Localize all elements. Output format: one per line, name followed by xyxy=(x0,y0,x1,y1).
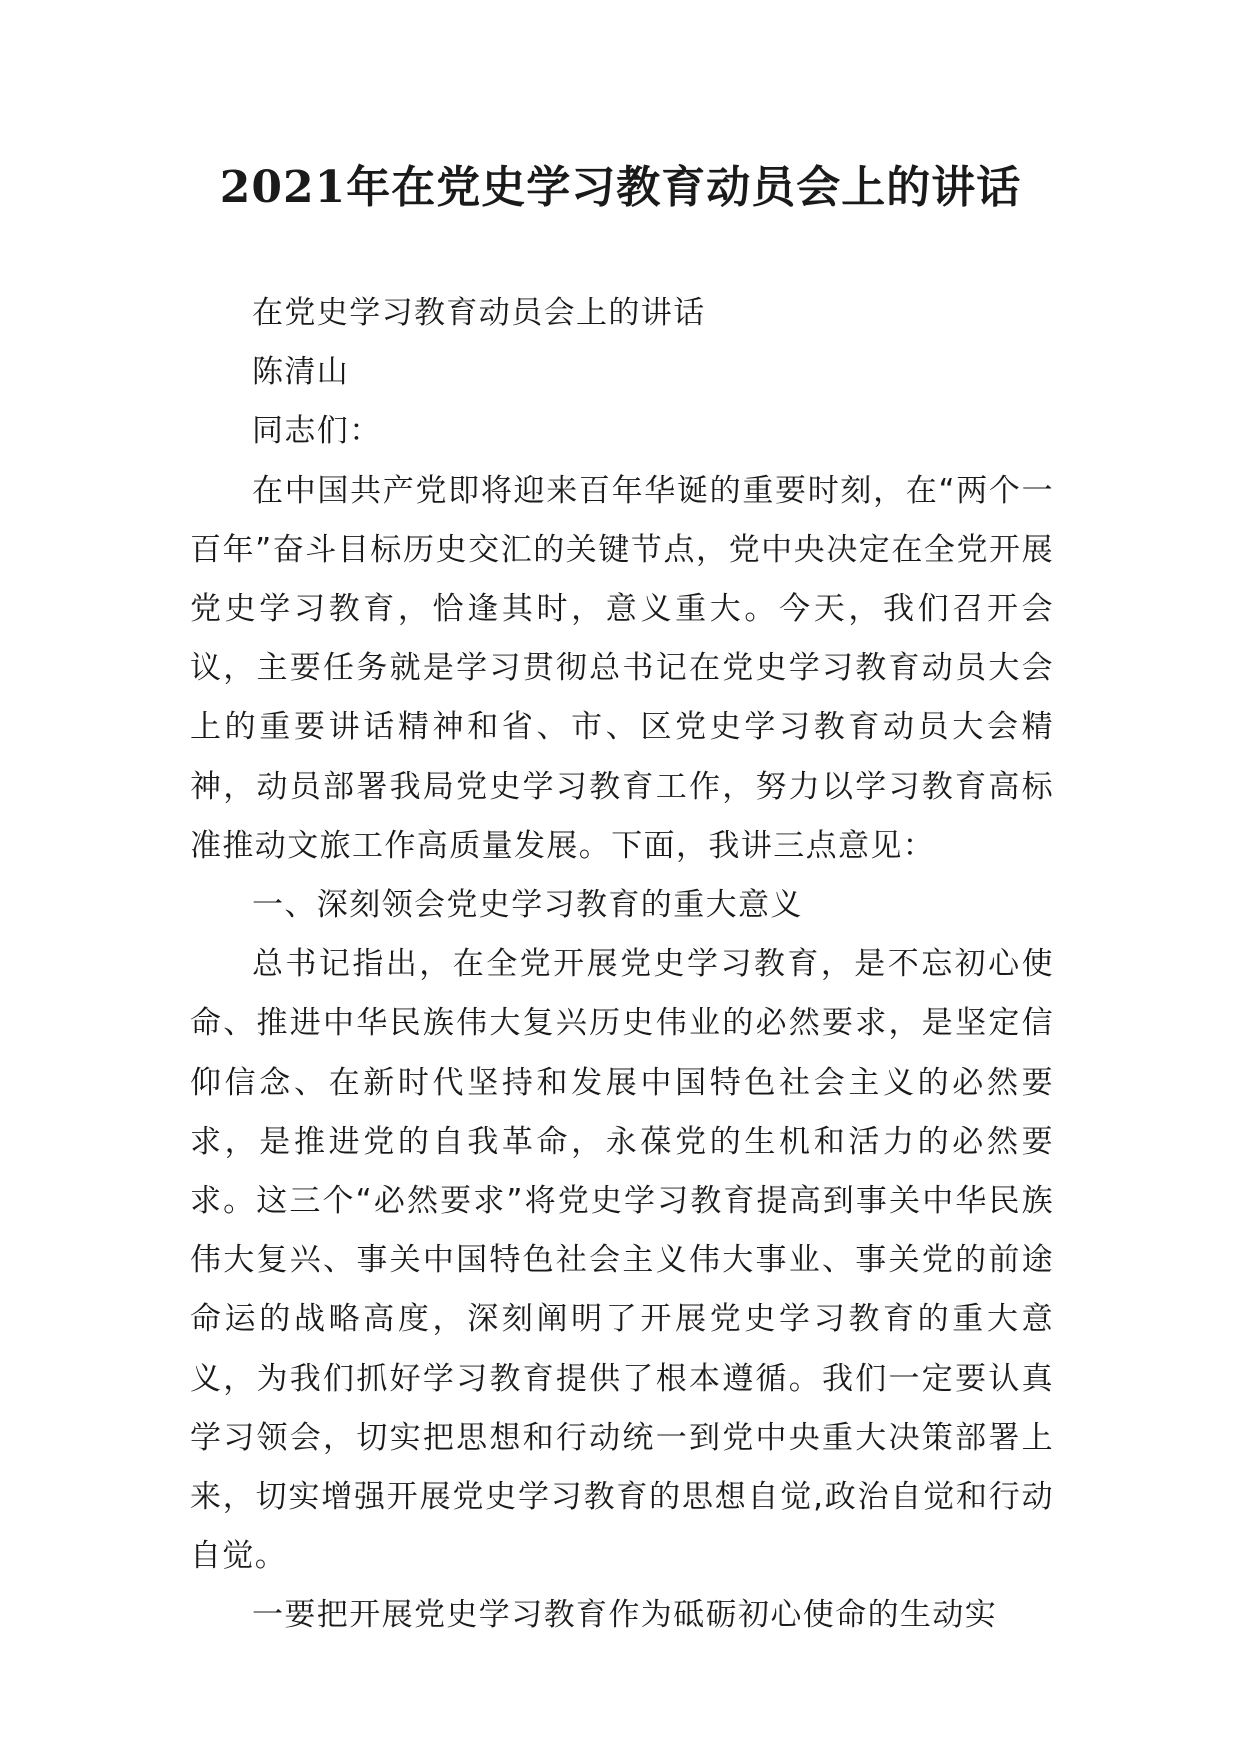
paragraph-point-1: 一要把开展党史学习教育作为砥砺初心使命的生动实 xyxy=(252,1597,998,1634)
salutation: 同志们： xyxy=(252,413,382,450)
speaker-name: 陈清山 xyxy=(252,354,350,391)
paragraph-significance: 总书记指出，在全党开展党史学习教育，是不忘初心使命、推进中华民族伟大复兴历史伟业的必然要求，是坚定信仰信念、在新时代坚持和发展中国特色社会主义的必然要求，是推进党的自我革命，永葆党的生机和活力的必然要求。这三个“必然要求”将党史学习教育提高到事关中华民族伟大复兴、事关中国特色社会主义伟大事业、事关党的前途命运的战略高度，深刻阐明了开展党史学习教育的重大意义，为我们抓好学习教育提供了根本遵循。我们一定要认真学习领会，切实把思想和行动统一到党中央重大决策部署上来，切实增强开展党史学习教育的思想自觉,政治自觉和行动自觉。 xyxy=(190,946,1054,1575)
document-body xyxy=(190,284,1054,1646)
paragraph-intro: 在中国共产党即将迎来百年华诞的重要时刻，在“两个一百年”奋斗目标历史交汇的关键节点，党中央决定在全党开展党史学习教育，恰逢其时，意义重大。今天，我们召开会议，主要任务就是学习贯彻总书记在党史学习教育动员大会上的重要讲话精神和省、市、区党史学习教育动员大会精神，动员部署我局党史学习教育工作，努力以学习教育高标准推动文旅工作高质量发展。下面，我讲三点意见： xyxy=(190,472,1054,864)
section-heading-1: 一、深刻领会党史学习教育的重大意义 xyxy=(252,887,803,924)
document-title: 2021年在党史学习教育动员会上的讲话 xyxy=(219,162,1022,213)
speech-title-line: 在党史学习教育动员会上的讲话 xyxy=(252,295,706,331)
